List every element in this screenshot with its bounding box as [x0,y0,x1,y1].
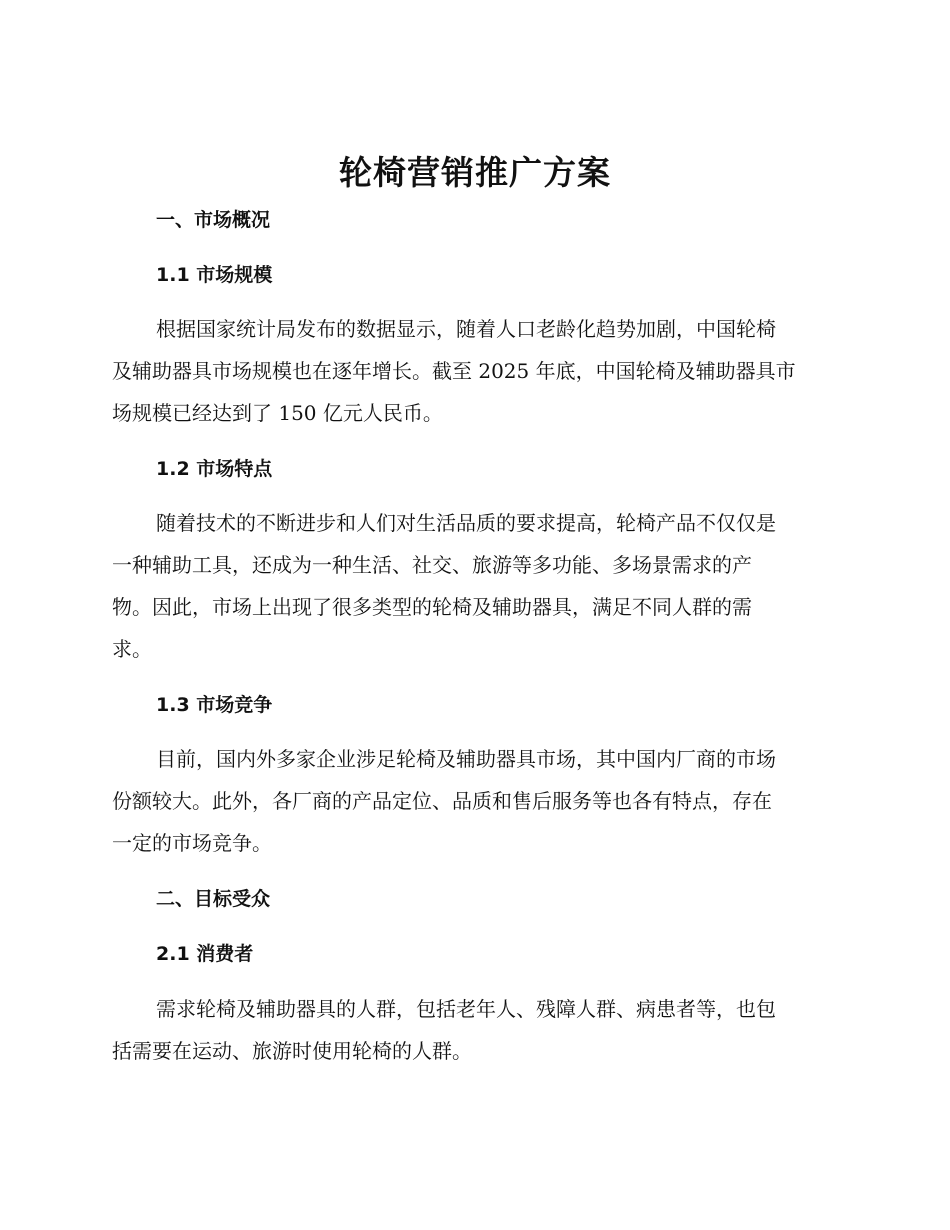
paragraph-line: 目前，国内外多家企业涉足轮椅及辅助器具市场，其中国内厂商的市场 [156,747,776,771]
subsection-heading-market-size: 1.1 市场规模 [156,264,273,286]
paragraph-line: 份额较大。此外，各厂商的产品定位、品质和售后服务等也各有特点，存在 [112,789,772,813]
document-title: 轮椅营销推广方案 [339,153,611,192]
paragraph-line: 需求轮椅及辅助器具的人群，包括老年人、残障人群、病患者等，也包 [156,997,776,1021]
paragraph-market-competition [112,738,776,864]
paragraph-market-features [112,502,776,670]
paragraph-market-size [112,308,796,434]
paragraph-line: 一定的市场竞争。 [112,831,272,855]
paragraph-line: 一种辅助工具，还成为一种生活、社交、旅游等多功能、多场景需求的产 [112,553,752,577]
subsection-heading-consumers: 2.1 消费者 [156,943,254,965]
paragraph-line: 场规模已经达到了 150 亿元人民币。 [112,401,443,425]
paragraph-line: 括需要在运动、旅游时使用轮椅的人群。 [112,1039,472,1063]
section-heading-market-overview: 一、市场概况 [156,209,271,231]
subsection-heading-market-competition: 1.3 市场竞争 [156,694,273,716]
section-heading-target-audience: 二、目标受众 [156,888,271,910]
paragraph-consumers [112,988,776,1072]
paragraph-line: 求。 [112,637,152,661]
paragraph-line: 根据国家统计局发布的数据显示，随着人口老龄化趋势加剧，中国轮椅 [156,317,776,341]
paragraph-line: 物。因此，市场上出现了很多类型的轮椅及辅助器具，满足不同人群的需 [112,595,752,619]
paragraph-line: 随着技术的不断进步和人们对生活品质的要求提高，轮椅产品不仅仅是 [156,511,776,535]
subsection-heading-market-features: 1.2 市场特点 [156,458,273,480]
paragraph-line: 及辅助器具市场规模也在逐年增长。截至 2025 年底，中国轮椅及辅助器具市 [112,359,796,383]
